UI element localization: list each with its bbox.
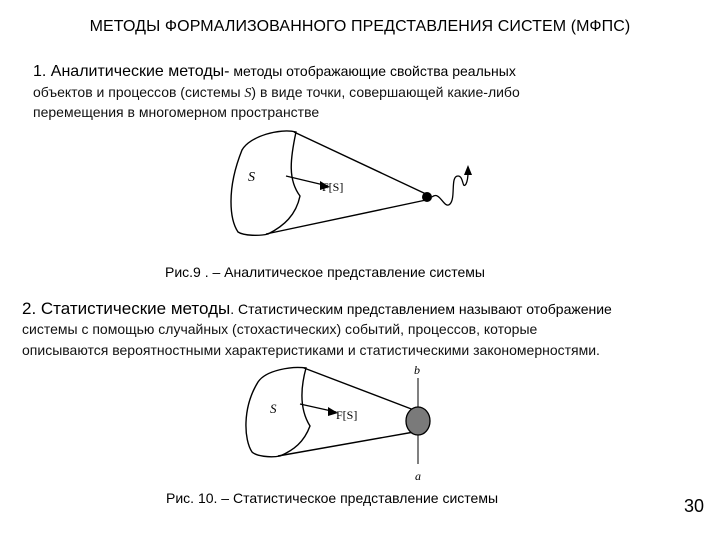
section1-line2-s: S	[244, 86, 252, 101]
figure2-caption: Рис. 10. – Статистическое представление системы	[166, 490, 499, 506]
section2-line1: . Статистическим представлением называют отображение	[230, 301, 612, 317]
figure2-cone-upper	[304, 368, 414, 410]
section2-line3: описываются вероятностными характеристиками и статистическими закономерностями.	[22, 342, 600, 358]
figure2-label-b: b	[414, 363, 420, 377]
figure2-system-shape	[246, 368, 310, 457]
section2-line2: системы с помощью случайных (стохастических) событий, процессов, которые	[22, 321, 538, 337]
section1-line2-b: ) в виде точки, совершающей какие-либо	[251, 84, 520, 100]
section2-heading: 2. Статистические методы	[22, 299, 231, 318]
figure1-caption: Рис.9 . – Аналитическое представление системы	[165, 264, 485, 280]
figure2-region	[406, 407, 430, 435]
section1-line1: методы отображающие свойства реальных	[229, 63, 516, 79]
figure1-label-f: F[S]	[322, 180, 344, 194]
page-title: МЕТОДЫ ФОРМАЛИЗОВАННОГО ПРЕДСТАВЛЕНИЯ СИСТЕМ (МФПС)	[89, 18, 631, 35]
figure2-label-s: S	[270, 401, 277, 416]
section1-line3: перемещения в многомерном пространстве	[33, 104, 320, 120]
section1-line2-a: объектов и процессов (системы	[33, 84, 245, 100]
page-number: 30	[684, 496, 705, 516]
figure1-label-s: S	[248, 170, 255, 185]
figure2-label-a: a	[415, 469, 421, 483]
figure2-label-f: F[S]	[336, 408, 358, 422]
section1-heading: 1. Аналитические методы-	[33, 63, 230, 80]
